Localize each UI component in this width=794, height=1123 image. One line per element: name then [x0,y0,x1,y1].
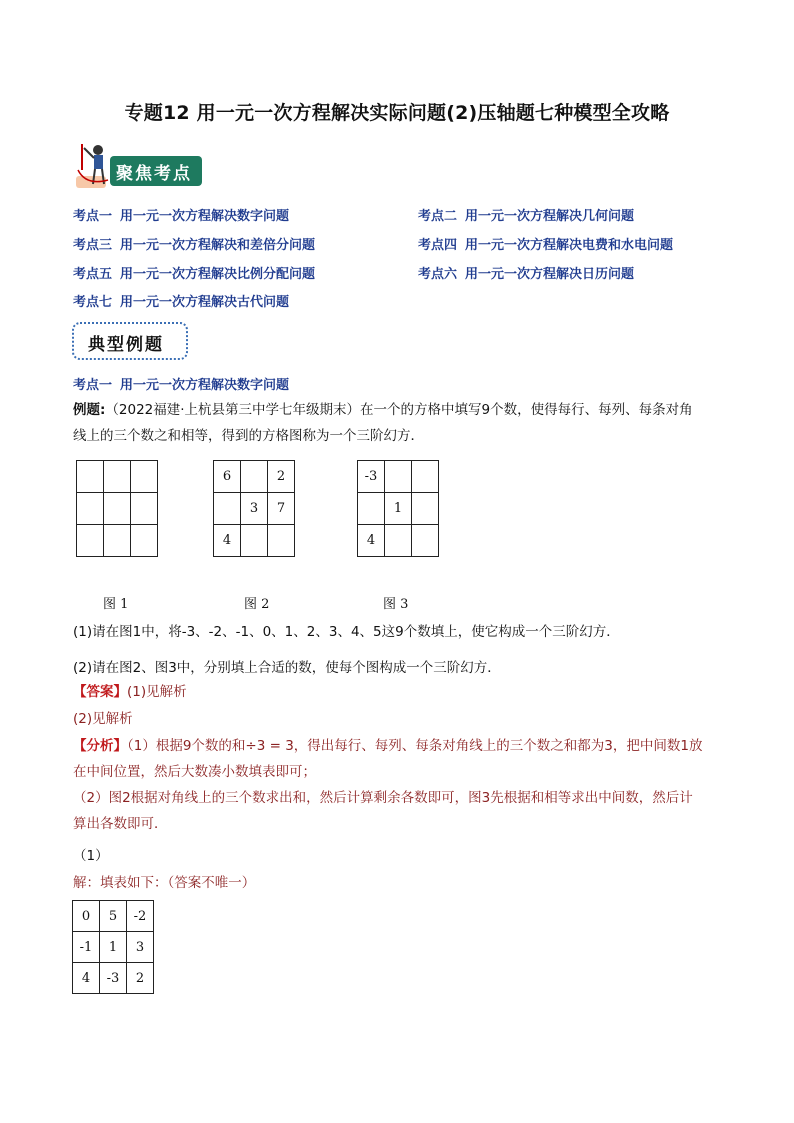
grid-cell [131,461,158,493]
grid-cell: 1 [100,932,127,963]
grid-cell [241,525,268,557]
grid-cell: 2 [127,963,154,994]
solution-intro: 解：填表如下：（答案不唯一） [73,875,256,891]
question-1: (1)请在图1中，将-3、-2、-1、0、1、2、3、4、5这9个数填上，使它构成一个三阶幻方． [73,624,620,640]
grid-cell [104,525,131,557]
caption-figure-3: 图 3 [383,597,409,612]
badge-label: 聚焦考点 [116,164,192,184]
grid-cell: -3 [100,963,127,994]
grid-row [77,525,158,557]
grid-figure-2 [213,460,295,557]
question-2: (2)请在图2、图3中，分别填上合适的数，使每个图构成一个三阶幻方． [73,660,501,676]
grid-row [77,461,158,493]
grid-cell: 4 [73,963,100,994]
grid-cell [131,525,158,557]
grid-cell: 5 [100,901,127,932]
key-point-3[interactable]: 考点三 用一元一次方程解决和差倍分问题 [73,238,316,253]
solution-part-label: （1） [73,848,109,864]
grid-cell [268,525,295,557]
grid-row [73,932,154,963]
grid-cell [214,493,241,525]
grid-cell [385,461,412,493]
grid-row [358,493,439,525]
caption-figure-2: 图 2 [244,597,270,612]
key-point-5[interactable]: 考点五 用一元一次方程解决比例分配问题 [73,267,316,282]
grid-cell: 4 [358,525,385,557]
grid-cell [104,461,131,493]
grid-row [358,461,439,493]
grid-figure-1 [76,460,158,557]
key-point-7[interactable]: 考点七 用一元一次方程解决古代问题 [73,295,290,310]
answer-line-1: 【答案】(1)见解析 [73,684,187,700]
grid-cell [412,525,439,557]
grid-cell: 4 [214,525,241,557]
answer-line-2: (2)见解析 [73,711,133,727]
key-point-4[interactable]: 考点四 用一元一次方程解决电费和水电问题 [418,238,674,253]
grid-row [358,525,439,557]
key-point-2[interactable]: 考点二 用一元一次方程解决几何问题 [418,209,635,224]
grid-cell [104,493,131,525]
grid-cell [77,525,104,557]
grid-cell [412,461,439,493]
solution-table [72,900,154,994]
key-point-1[interactable]: 考点一 用一元一次方程解决数字问题 [73,209,290,224]
grid-row [214,461,295,493]
focus-badge [72,140,202,192]
page-title: 专题12 用一元一次方程解决实际问题(2)压轴题七种模型全攻略 [124,102,670,124]
grid-cell: 0 [73,901,100,932]
analysis-text: 【分析】（1）根据9个数的和÷3 = 3，得出每行、每列、每条对角线上的三个数之和都为3，把中间数1放 在中间位置，然后大数凑小数填表即可； （2）图2根据对角线上的三个数求出和，然后计算剩余各数即可，图3先根据和相等求出中间数，然后计 算出各数即可． [73,738,703,832]
grid-cell [241,461,268,493]
grid-cell: 1 [385,493,412,525]
caption-figure-1: 图 1 [103,597,129,612]
grid-cell: 3 [241,493,268,525]
grid-cell: 6 [214,461,241,493]
grid-cell: -1 [73,932,100,963]
typical-examples-label: 典型例题 [88,335,164,355]
grid-row [214,525,295,557]
grid-cell: 7 [268,493,295,525]
grid-row [77,493,158,525]
typical-examples-box [72,322,188,360]
section-heading: 考点一 用一元一次方程解决数字问题 [73,378,290,393]
grid-cell: -3 [358,461,385,493]
grid-figure-3 [357,460,439,557]
grid-cell [77,493,104,525]
grid-cell: 2 [268,461,295,493]
grid-cell [131,493,158,525]
grid-cell: 3 [127,932,154,963]
grid-row [73,901,154,932]
grid-row [73,963,154,994]
grid-cell [358,493,385,525]
grid-cell: -2 [127,901,154,932]
key-point-6[interactable]: 考点六 用一元一次方程解决日历问题 [418,267,635,282]
grid-cell [385,525,412,557]
example-text: 例题:（2022福建·上杭县第三中学七年级期末）在一个的方格中填写9个数，使得每行、每列、每条对角 线上的三个数之和相等，得到的方格图称为一个三阶幻方． [73,402,693,444]
grid-cell [412,493,439,525]
grid-cell [77,461,104,493]
grid-row [214,493,295,525]
